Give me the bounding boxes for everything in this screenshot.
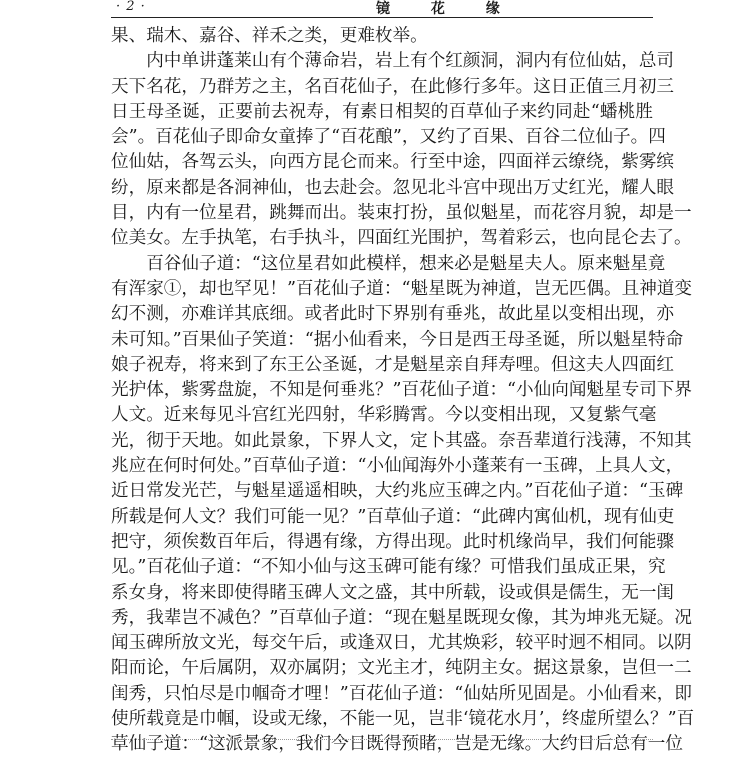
text-line: 目，内有一位星君，跳舞而出。装束打扮，虽似魁星，而花容月貌，却是一 <box>111 203 692 224</box>
text-line: 人文。近来每见斗宫红光四射，华彩腾霄。今以变相出现，又复紫气毫 <box>111 405 657 426</box>
header-rule <box>111 17 653 18</box>
text-line: 草仙子道：“这派景象，我们今日既得预睹，岂是无缘。大约日后总有一位 <box>111 734 683 755</box>
text-line: 兆应在何时何处。”百草仙子道：“小仙闻海外小蓬莱有一玉碑，上具人文， <box>111 456 684 477</box>
footer-rule <box>111 739 653 740</box>
text-line: 未可知。”百果仙子笑道：“据小仙看来，今日是西王母圣诞，所以魁星特命 <box>111 329 684 350</box>
text-line: 百谷仙子道：“这位星君如此模样，想来必是魁星夫人。原来魁星竟 <box>111 253 666 274</box>
page-number: · 2 · <box>116 0 146 14</box>
text-line: 系女身，将来即使得睹玉碑人文之盛，其中所载，设或俱是儒生，无一闺 <box>111 582 675 603</box>
body-text <box>111 24 695 758</box>
text-line: 闺秀，只怕尽是巾帼奇才哩！”百花仙子道：“仙姑所见固是。小仙看来，即 <box>111 683 692 704</box>
text-line: 天下名花，乃群芳之主，名百花仙子，在此修行多年。这日正值三月初三 <box>111 76 675 97</box>
text-line: 位仙姑，各驾云头，向西方昆仑而来。行至中途，四面祥云缭绕，紫雾缤 <box>111 152 675 173</box>
text-line: 所载是何人文？我们可能一见？”百草仙子道：“此碑内寓仙机，现有仙吏 <box>111 506 675 527</box>
running-title: 镜 花 缘 <box>376 1 518 17</box>
text-line: 位美女。左手执笔，右手执斗，四面红光围护，驾着彩云，也向昆仑去了。 <box>111 228 692 249</box>
text-line: 使所载竟是巾帼，设或无缘，不能一见，岂非‘镜花水月’，终虚所望么？”百 <box>111 709 695 730</box>
text-line: 有浑家①，却也罕见！”百花仙子道：“魁星既为神道，岂无匹偶。且神道变 <box>111 278 692 299</box>
text-line: 光护体，紫雾盘旋，不知是何垂兆？”百花仙子道：“小仙向闻魁星专司下界 <box>111 380 692 401</box>
text-line: 见。”百花仙子道：“不知小仙与这玉碑可能有缘？可惜我们虽成正果，究 <box>111 557 666 578</box>
text-line: 把守，须俟数百年后，得遇有缘，方得出现。此时机缘尚早，我们何能骤 <box>111 531 675 552</box>
text-line: 娘子祝寿，将来到了东王公圣诞，才是魁星亲自拜寿哩。但这夫人四面红 <box>111 354 675 375</box>
text-line: 果、瑞木、嘉谷、祥禾之类，更难枚举。 <box>111 26 428 46</box>
text-line: 幻不测，亦难详其底细。或者此时下界别有垂兆，故此星以变相出现，亦 <box>111 304 675 325</box>
text-line: 内中单讲蓬莱山有个薄命岩，岩上有个红颜洞，洞内有位仙姑，总司 <box>111 51 675 72</box>
text-line: 闻玉碑所放文光，每交午后，或逢双日，尤其焕彩，较平时迥不相同。以阴 <box>111 633 692 654</box>
page-header <box>111 0 653 17</box>
text-line: 日王母圣诞，正要前去祝寿，有素日相契的百草仙子来约同赴“蟠桃胜 <box>111 101 653 122</box>
text-line: 秀，我辈岂不减色？”百草仙子道：“现在魁星既现女像，其为坤兆无疑。况 <box>111 607 692 628</box>
text-line: 会”。百花仙子即命女童捧了“百花酿”，又约了百果、百谷二位仙子。四 <box>111 127 666 148</box>
text-line: 纷，原来都是各洞神仙，也去赴会。忽见北斗宫中现出万丈红光，耀人眼 <box>111 177 675 198</box>
text-line: 光，彻于天地。如此景象，下界人文，定卜其盛。奈吾辈道行浅薄，不知其 <box>111 430 692 451</box>
text-line: 阳而论，午后属阴，双亦属阴；文光主才，纯阴主女。据这景象，岂但一二 <box>111 658 692 679</box>
text-line: 近日常发光芒，与魁星遥遥相映，大约兆应玉碑之内。”百花仙子道：“玉碑 <box>111 481 684 502</box>
